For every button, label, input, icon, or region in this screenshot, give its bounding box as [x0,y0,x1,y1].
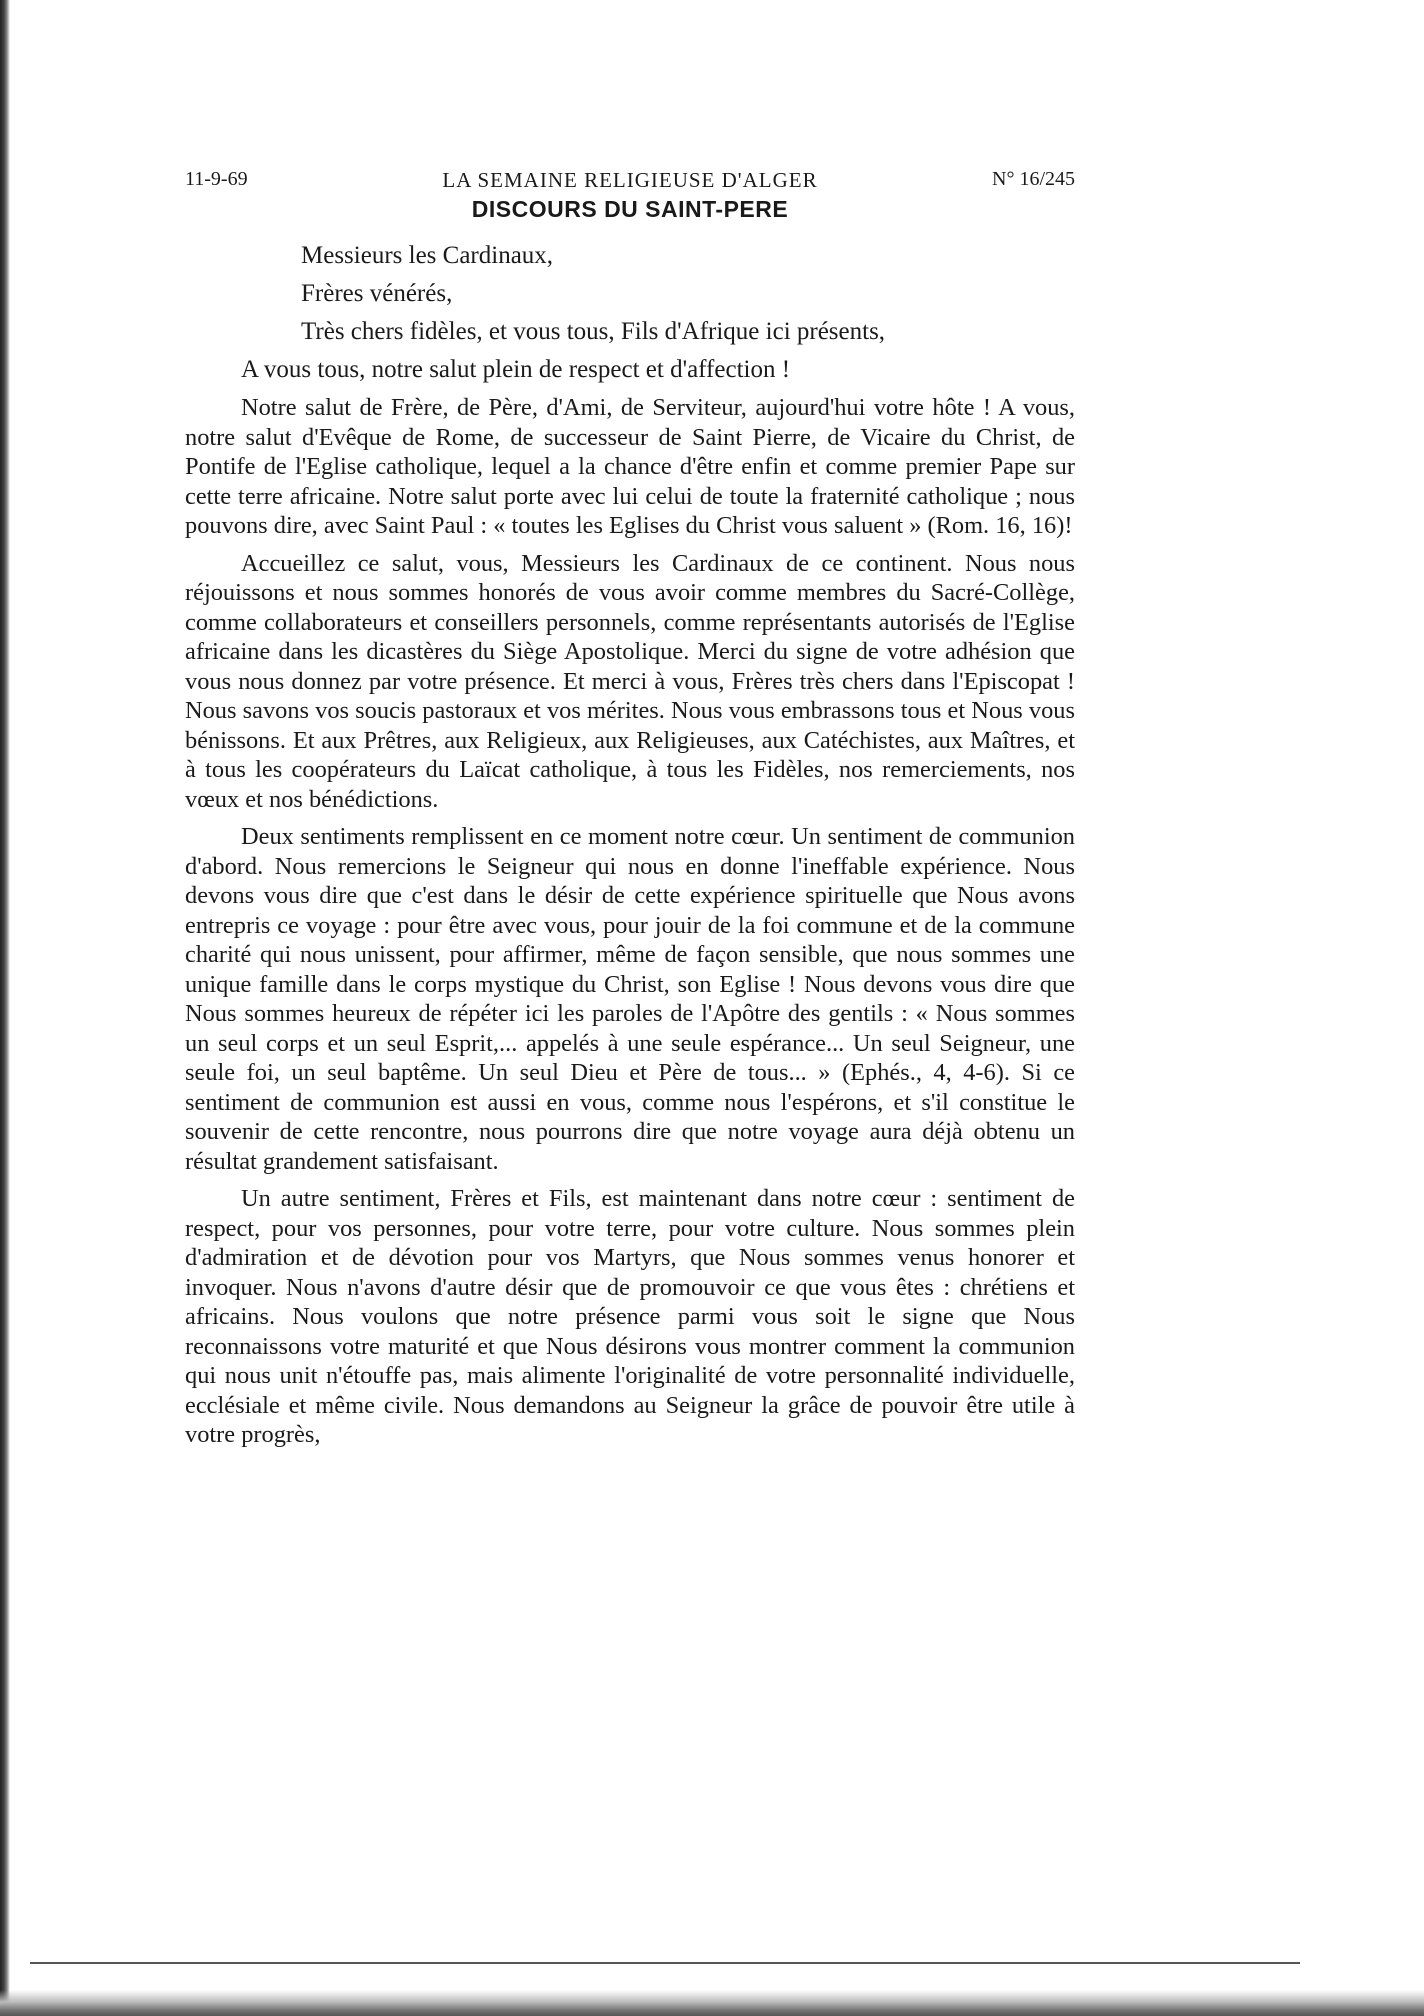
page-title: DISCOURS DU SAINT-PERE [471,196,789,222]
paragraph-2: Accueillez ce salut, vous, Messieurs les Cardinaux de ce continent. Nous nous réjouissons et nous sommes honorés de vous avoir comme membres du Sacré-Collège, comme collaborateurs et conseillers personnels, comme représentants autorisés de l'Eglise africaine dans les dicastères du Siège Apostolique. Merci du signe de votre adhésion que vous nous donnez par votre présence. Et merci à vous, Frères très chers dans l'Episcopat ! Nous savons vos soucis pastoraux et vos mérites. Nous vous embrassons tous et Nous vous bénissons. Et aux Prêtres, aux Religieux, aux Religieuses, aux Catéchistes, aux Maîtres, et à tous les coopérateurs du Laïcat catholique, à tous les Fidèles, nos remerciements, nos vœux et nos bénédictions. [185,549,1075,813]
greeting: A vous tous, notre salut plein de respect et d'affection ! [241,356,791,383]
paragraph-3: Deux sentiments remplissent en ce moment notre cœur. Un sentiment de communion d'abord. Nous remercions le Seigneur qui nous en donne l'ineffable expérience. Nous devons vous dire que c'est dans le désir de cette expérience spirituelle que Nous avons entrepris ce voyage : pour être avec vous, pour jouir de la foi commune et de la commune charité qui nous unissent, pour affirmer, même de façon sensible, que nous sommes une unique famille dans le corps mystique du Christ, son Eglise ! Nous devons vous dire que Nous sommes heureux de répéter ici les paroles de l'Apôtre des gentils : « Nous sommes un seul corps et un seul Esprit,... appelés à une seule espérance... Un seul Seigneur, une seule foi, un seul baptême. Un seul Dieu et Père de tous... » (Ephés., 4, 4-6). Si ce sentiment de communion est aussi en vous, comme nous l'espérons, et s'il constitue le souvenir de cette rencontre, nous pourrons dire que notre voyage aura déjà obtenu un résultat grandement satisfaisant. [185,823,1075,1175]
paragraph-1: Notre salut de Frère, de Père, d'Ami, de Serviteur, aujourd'hui votre hôte ! A vous, notre salut d'Evêque de Rome, de successeur de Saint Pierre, de Vicaire du Christ, de Pontife de l'Eglise catholique, lequel a la chance d'être enfin et comme premier Pape sur cette terre africaine. Notre salut porte avec lui celui de toute la fraternité catholique ; nous pouvons dire, avec Saint Paul : « toutes les Eglises du Christ vous saluent » (Rom. 16, 16)! [185,394,1075,539]
paragraph-4: Un autre sentiment, Frères et Fils, est maintenant dans notre cœur : sentiment de respect, pour vos personnes, pour votre terre, pour votre culture. Nous sommes plein d'admiration et de dévotion pour vos Martyrs, que Nous sommes venus honorer et invoquer. Nous n'avons d'autre désir que de promouvoir ce que vous êtes : chrétiens et africains. Nous voulons que notre présence parmi vous soit le signe que Nous reconnaissons votre maturité et que Nous désirons vous montrer comment la communion qui nous unit n'étouffe pas, mais alimente l'originalité de votre personnalité individuelle, ecclésiale et même civile. Nous demandons au Seigneur la grâce de pouvoir être utile à votre progrès, [185,1185,1075,1448]
salutation-cardinals: Messieurs les Cardinaux, [301,242,554,269]
scan-edge-left [0,0,10,2016]
running-header [185,160,1075,196]
header-issue-number: N° 16/245 [992,168,1075,190]
bottom-rule [30,1962,1300,1964]
header-date: 11-9-69 [185,168,248,190]
salutation-brothers: Frères vénérés, [301,280,453,307]
page-content [185,160,1075,1458]
scan-edge-bottom [0,1990,1424,2016]
salutation-faithful: Très chers fidèles, et vous tous, Fils d'Afrique ici présents, [301,318,886,345]
header-journal-title: LA SEMAINE RELIGIEUSE D'ALGER [442,168,818,192]
